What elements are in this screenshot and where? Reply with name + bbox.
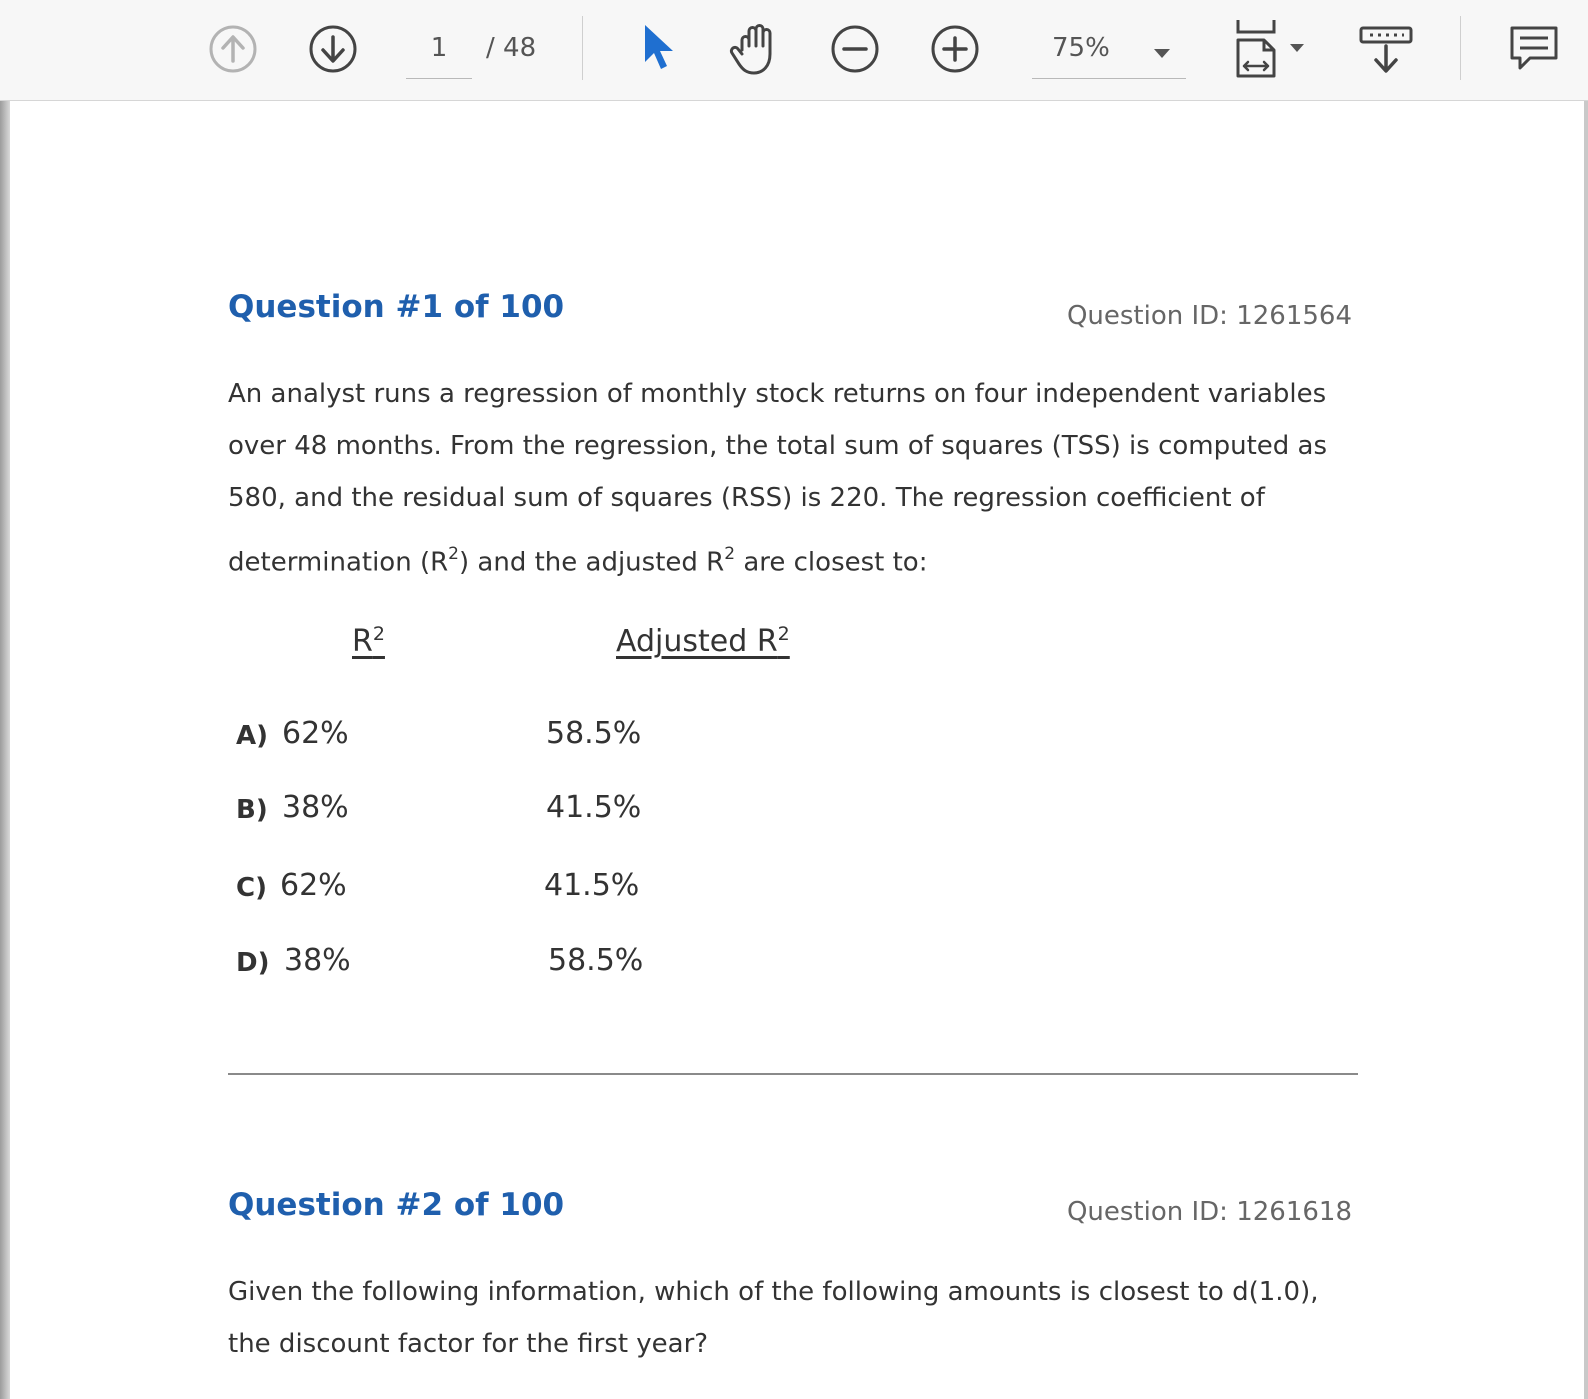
zoom-level-dropdown[interactable] xyxy=(1032,22,1186,79)
option-r2-value: 38% xyxy=(282,790,349,825)
question-title: Question #2 of 100 xyxy=(228,1187,565,1223)
next-page-down-arrow-icon[interactable] xyxy=(308,24,358,74)
question-text-line: 580, and the residual sum of squares (RSS) is 220. The regression coefficient of xyxy=(228,483,1265,513)
question-text-line: Given the following information, which of the following amounts is closest to d(1.0), xyxy=(228,1277,1319,1307)
toolbar-divider xyxy=(1460,16,1461,80)
question-text-line xyxy=(228,530,1358,589)
question-id: Question ID: 1261564 xyxy=(1066,301,1352,331)
viewer-left-edge xyxy=(0,101,10,1399)
question-id: Question ID: 1261618 xyxy=(1066,1197,1352,1227)
header-text: Adjusted R xyxy=(616,624,778,659)
option-r2-value: 62% xyxy=(282,716,349,751)
question-text-line: An analyst runs a regression of monthly stock returns on four independent variables xyxy=(228,379,1327,409)
superscript: 2 xyxy=(372,623,385,645)
option-adjusted-value: 41.5% xyxy=(544,868,640,903)
option-r2-value: 62% xyxy=(280,868,347,903)
option-adjusted-value: 41.5% xyxy=(546,790,642,825)
text-fragment: ) and the adjusted R xyxy=(459,547,725,578)
question-text xyxy=(228,368,1358,589)
fit-page-icon[interactable] xyxy=(1234,18,1306,80)
superscript: 2 xyxy=(724,544,736,564)
option-letter: D) xyxy=(236,948,270,978)
superscript: 2 xyxy=(448,544,459,564)
option-letter: A) xyxy=(236,721,269,751)
text-fragment: are closest to: xyxy=(735,547,928,578)
comment-icon[interactable] xyxy=(1508,24,1560,74)
superscript: 2 xyxy=(777,623,790,645)
question-text-line: over 48 months. From the regression, the total sum of squares (TSS) is computed as xyxy=(228,431,1328,461)
download-icon[interactable] xyxy=(1358,22,1414,76)
toolbar-divider xyxy=(582,16,583,80)
select-cursor-arrow-icon[interactable] xyxy=(640,22,680,74)
zoom-level-value: 75% xyxy=(1052,33,1110,63)
document-page xyxy=(10,101,1584,1399)
option-r2-value: 38% xyxy=(284,943,351,978)
previous-page-up-arrow-icon[interactable] xyxy=(208,24,258,74)
column-header-r2 xyxy=(352,623,385,659)
question-text-line: the discount factor for the first year? xyxy=(228,1329,709,1359)
page-total-label: / 48 xyxy=(486,33,537,63)
question-title: Question #1 of 100 xyxy=(228,289,565,325)
chevron-down-icon xyxy=(1154,44,1170,63)
option-adjusted-value: 58.5% xyxy=(546,716,642,751)
pdf-toolbar xyxy=(0,0,1588,101)
text-fragment: determination (R xyxy=(228,547,449,578)
question-text xyxy=(228,1266,1358,1370)
page-number-input[interactable]: 1 xyxy=(406,22,472,79)
header-text: R xyxy=(352,624,373,659)
question-divider xyxy=(228,1073,1358,1075)
option-letter: C) xyxy=(236,873,267,903)
viewer-scrollbar-track[interactable] xyxy=(1584,101,1588,1399)
zoom-in-plus-icon[interactable] xyxy=(930,24,980,74)
option-letter: B) xyxy=(236,795,268,825)
hand-pan-icon[interactable] xyxy=(728,20,786,78)
option-adjusted-value: 58.5% xyxy=(548,943,644,978)
column-header-adjusted-r2 xyxy=(616,623,790,659)
zoom-out-minus-icon[interactable] xyxy=(830,24,880,74)
